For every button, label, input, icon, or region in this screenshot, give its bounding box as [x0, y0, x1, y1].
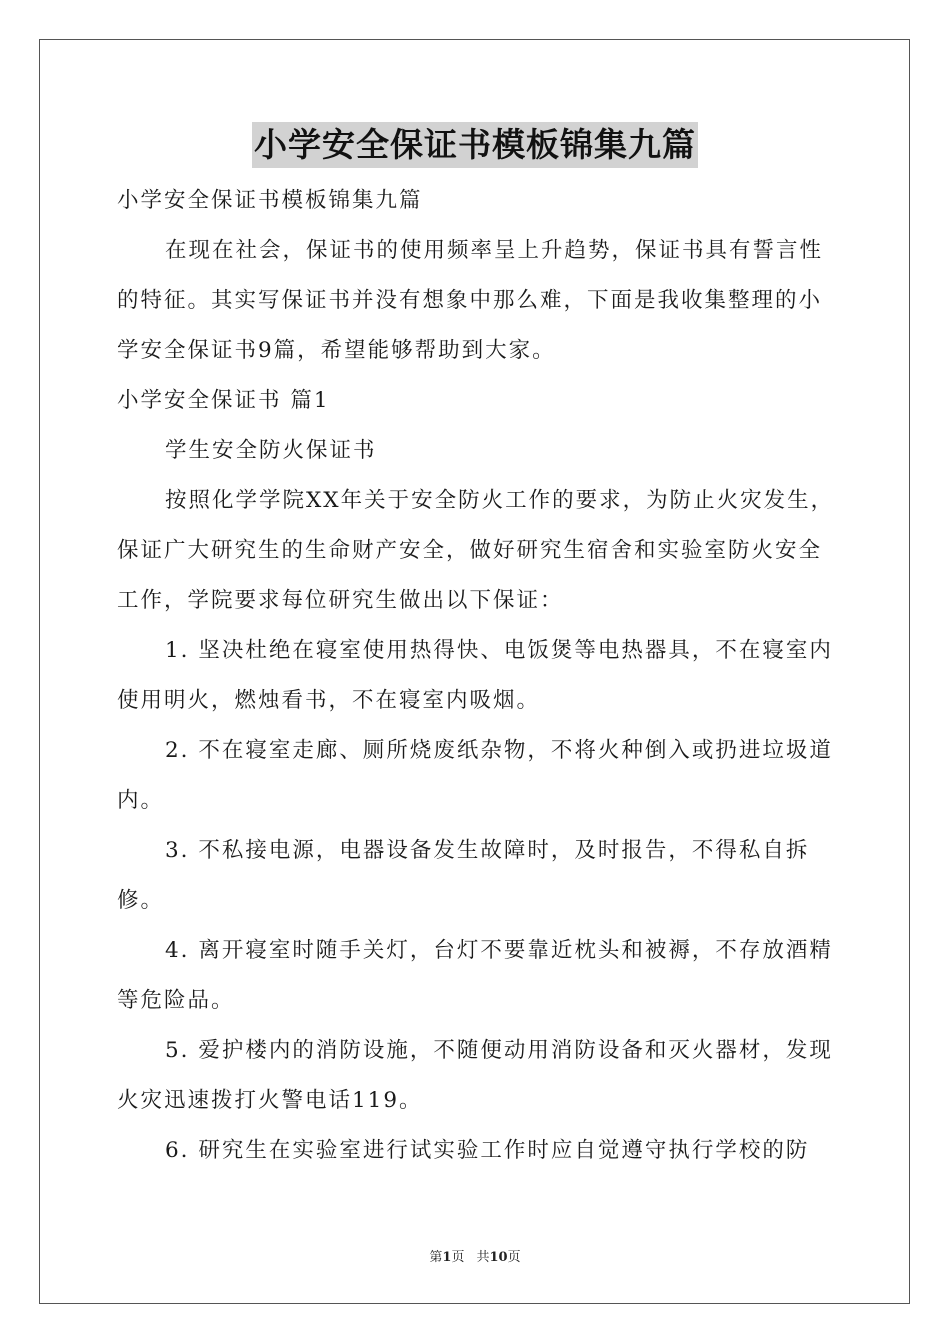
- page-prefix: 第: [429, 1250, 443, 1265]
- paragraph: 小学安全保证书模板锦集九篇: [117, 188, 423, 213]
- paragraph: 学生安全防火保证书: [165, 438, 377, 463]
- document-title: 小学安全保证书模板锦集九篇: [252, 122, 698, 168]
- page-current: 1: [442, 1250, 452, 1265]
- list-item: 1. 坚决杜绝在寝室使用热得快、电饭煲等电热器具，不在寝室内使用明火，燃烛看书，不在寝室内吸烟。: [117, 638, 833, 713]
- title-area: [0, 122, 950, 168]
- list-item: 2. 不在寝室走廊、厕所烧废纸杂物，不将火种倒入或扔进垃圾道内。: [117, 738, 833, 813]
- list-item: 5. 爱护楼内的消防设施，不随便动用消防设备和灭火器材，发现火灾迅速拨打火警电话119。: [117, 1038, 833, 1113]
- page-unit: 页: [451, 1250, 465, 1265]
- paragraph: 在现在社会，保证书的使用频率呈上升趋势，保证书具有誓言性的特征。其实写保证书并没有想象中那么难，下面是我收集整理的小学安全保证书9篇，希望能够帮助到大家。: [117, 238, 824, 363]
- list-item: 3. 不私接电源，电器设备发生故障时，及时报告，不得私自拆修。: [117, 838, 810, 913]
- list-item: 6. 研究生在实验室进行试实验工作时应自觉遵守执行学校的防: [165, 1138, 810, 1163]
- paragraph: 按照化学学院XX年关于安全防火工作的要求，为防止火灾发生，保证广大研究生的生命财产安全，做好研究生宿舍和实验室防火安全工作，学院要求每位研究生做出以下保证：: [117, 488, 835, 613]
- list-item: 4. 离开寝室时随手关灯，台灯不要靠近枕头和被褥，不存放酒精等危险品。: [117, 938, 833, 1013]
- total-prefix: 共: [476, 1250, 490, 1265]
- total-unit: 页: [507, 1250, 521, 1265]
- document-body: [117, 176, 839, 1176]
- section-heading: 小学安全保证书 篇1: [117, 388, 330, 413]
- page-footer: [0, 1246, 950, 1265]
- page-total: 10: [489, 1250, 508, 1265]
